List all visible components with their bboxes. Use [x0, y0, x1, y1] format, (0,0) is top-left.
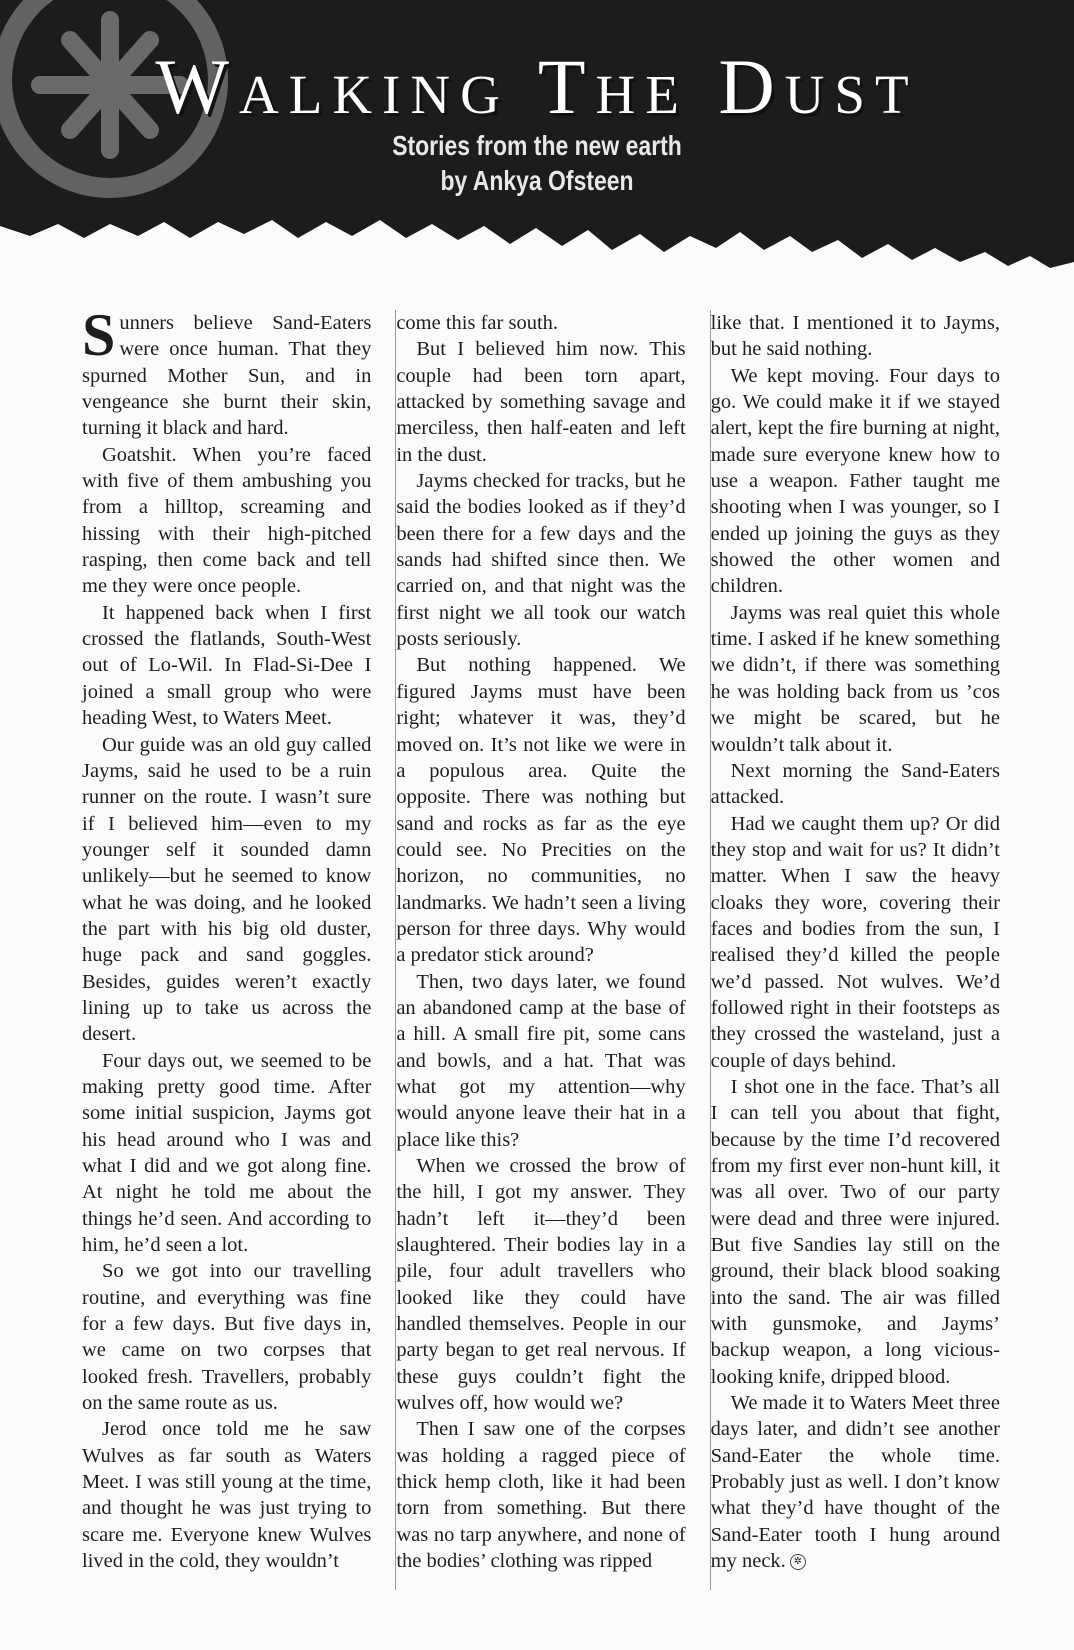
paragraph: It happened back when I first crossed the flatlands, South-West out of Lo-Wil. In Flad-Si-Dee I joined a small group who were heading West, to Waters Meet. — [82, 601, 372, 730]
paragraph: When we crossed the brow of the hill, I got my answer. They hadn’t left it—they’d been slaughtered. Their bodies lay in a pile, four adult travellers who looked like they could have handled themselves. People in our party began to get real nervous. If these guys couldn’t fight the wulves off, how would we? — [396, 1155, 686, 1415]
story-title: Walking The Dust — [155, 43, 919, 130]
end-of-story-icon: ✲ — [790, 1554, 806, 1570]
drop-cap: S — [82, 302, 116, 368]
paragraph: Our guide was an old guy called Jayms, said he used to be a ruin runner on the route. I wasn’t sure if I believed him—even to my younger self it sounded damn unlikely—but he seemed to know what he was doing, and he looked the part with his big old duster, huge pack and sand goggles. Besides, guides weren’t exactly lining up to take us across the desert. — [82, 733, 372, 1046]
paragraph: come this far south. — [396, 312, 559, 334]
paragraph: So we got into our travelling routine, and everything was fine for a few days. But five days in, we came on two corpses that looked fresh. Travellers, probably on the same route as us. — [82, 1260, 372, 1415]
paragraph — [82, 302, 372, 442]
paragraph: We kept moving. Four days to go. We could make it if we stayed alert, kept the fire burning at night, made sure everyone knew how to use a weapon. Father taught me shooting when I was younger, so I ended up joining the guys as they showed the other women and children. — [710, 364, 1000, 598]
paragraph: But I believed him now. This couple had been torn apart, attacked by something savage and merciless, then half-eaten and left in the dust. — [396, 338, 686, 466]
paragraph: Then I saw one of the corpses was holding a ragged piece of thick hemp cloth, like it had been torn from something. But there was no tarp anywhere, and none of the bodies’ clothing was ripped — [396, 1418, 686, 1573]
subtitle-line: Stories from the new earth — [392, 130, 682, 161]
paragraph: like that. I mentioned it to Jayms, but he said nothing. — [710, 312, 1000, 361]
paragraph: Had we caught them up? Or did they stop and wait for us? It didn’t matter. When I saw the heavy cloaks they wore, covering their faces and bodies from the sun, I realised they’d killed the people we’d passed. Not wulves. We’d followed right in their footsteps as they crossed the wasteland, just a couple of days behind. — [710, 812, 1000, 1072]
column-2 — [396, 310, 685, 1600]
story-subtitle — [97, 128, 978, 198]
paragraph: But nothing happened. We figured Jayms must have been right; whatever it was, they’d moved on. It’s not like we were in a populous area. Quite the opposite. There was nothing but sand and rocks as far as the eye could see. No Precities on the horizon, no communities, no landmarks. We hadn’t seen a living person for three days. Why would a predator stick around? — [396, 654, 686, 967]
paragraph: Jerod once told me he saw Wulves as far south as Waters Meet. I was still young at the time, and thought he was just trying to scare me. Everyone knew Wulves lived in the cold, they wouldn’t — [82, 1418, 372, 1573]
column-1 — [82, 302, 372, 1600]
paragraph: Next morning the Sand-Eaters attacked. — [710, 759, 1000, 809]
paragraph-text: We made it to Waters Meet three days later, and didn’t see another Sand-Eater the whole time. Probably just as well. I don’t know what they’d have thought of the Sand-Eater tooth I hung around my neck. — [710, 1392, 1000, 1573]
article-body — [82, 302, 1000, 1600]
paragraph — [711, 1390, 1000, 1574]
paragraph: Four days out, we seemed to be making pretty good time. After some initial suspicion, Jayms got his head around who I was and what I did and we got along fine. At night he told me about the things he’d seen. And according to him, he’d seen a lot. — [82, 1049, 372, 1257]
paragraph: I shot one in the face. That’s all I can tell you about that fight, because by the time I’d recovered from my first ever non-hunt kill, it was all over. Two of our party were dead and three were injured. But five Sandies lay still on the ground, their black blood soaking into the sand. The air was filled with gunsmoke, and Jayms’ backup weapon, a long vicious-looking knife, dripped blood. — [710, 1075, 1000, 1388]
paragraph: Then, two days later, we found an abandoned camp at the base of a hill. A small fire pit, some cans and bowls, and a hat. That was what got my attention—why would anyone leave their hat in a place like this? — [396, 970, 686, 1151]
title-banner — [0, 0, 1074, 290]
column-3 — [711, 310, 1000, 1600]
paragraph: Jayms was real quiet this whole time. I asked if he knew something we didn’t, if there was something he was holding back from us ’cos we might be scared, but he wouldn’t talk about it. — [710, 601, 1000, 756]
author-byline: by Ankya Ofsteen — [440, 165, 634, 196]
paragraph: Goatshit. When you’re faced with five of them ambushing you from a hilltop, screaming and hissing with their high-pitched rasping, then come back and tell me they were once people. — [82, 443, 372, 598]
paragraph: Jayms checked for tracks, but he said the bodies looked as if they’d been there for a few days and the sands had shifted since then. We carried on, and that night was the first night we all took our watch posts seriously. — [396, 470, 686, 651]
paragraph-text: unners believe Sand-Eaters were once human. That they spurned Mother Sun, and in vengeance she burnt their skin, turning it black and hard. — [82, 312, 372, 440]
